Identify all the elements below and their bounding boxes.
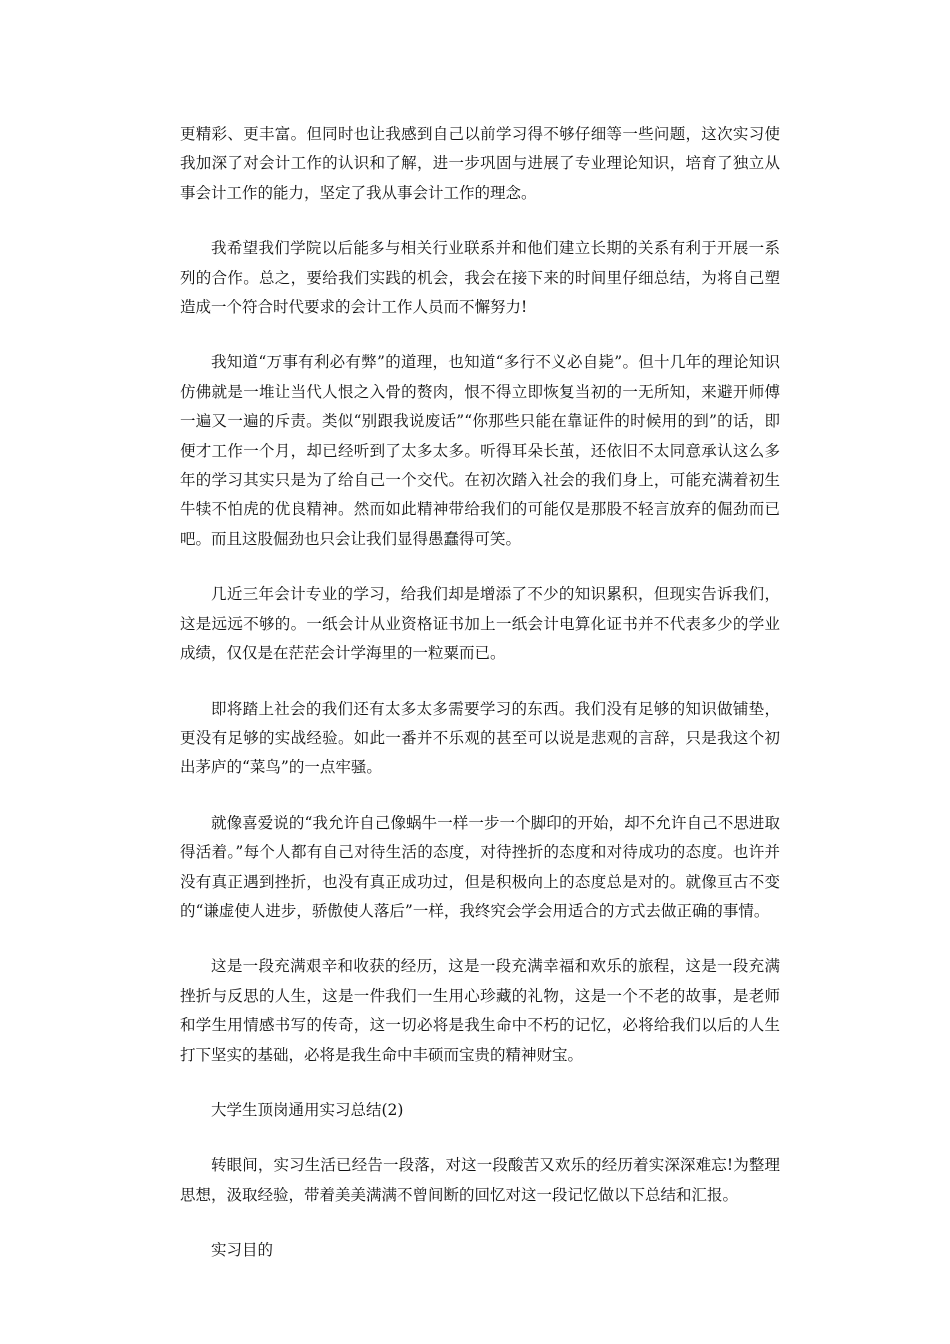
section-heading: 大学生顶岗通用实习总结(2) — [211, 1100, 404, 1119]
paragraph-2: 我希望我们学院以后能多与相关行业联系并和他们建立长期的关系有利于开展一系列的合作。总之，要给我们实践的机会，我会在接下来的时间里仔细总结，为将自己塑造成一个符合时代要求的会计工作人员而不懈努力! — [180, 239, 780, 317]
subheading-purpose: 实习目的 — [211, 1241, 274, 1260]
paragraph-4: 几近三年会计专业的学习，给我们却是增添了不少的知识累积，但现实告诉我们，这是远远不够的。一纸会计从业资格证书加上一纸会计电算化证书并不代表多少的学业成绩，仅仅是在茫茫会计学海里的一粒粟而已。 — [180, 585, 780, 663]
paragraph-3: 我知道“万事有利必有弊”的道理，也知道“多行不义必自毙”。但十几年的理论知识仿佛就是一堆让当代人恨之入骨的赘肉，恨不得立即恢复当初的一无所知，来避开师傅一遍又一遍的斥责。类似“别跟我说废话”“你那些只能在靠证件的时候用的到”的话，即便才工作一个月，却已经听到了太多太多。听得耳朵长茧，还依旧不太同意承认这么多年的学习其实只是为了给自己一个交代。在初次踏入社会的我们身上，可能充满着初生牛犊不怕虎的优良精神。然而如此精神带给我们的可能仅是那股不轻言放弃的倔劲而已吧。而且这股倔劲也只会让我们显得愚蠢得可笑。 — [180, 353, 780, 548]
paragraph-8: 转眼间，实习生活已经告一段落，对这一段酸苦又欢乐的经历着实深深难忘!为整理思想，汲取经验，带着美美满满不曾间断的回忆对这一段记忆做以下总结和汇报。 — [180, 1156, 780, 1204]
paragraph-6: 就像喜爱说的“我允许自己像蜗牛一样一步一个脚印的开始，却不允许自己不思进取得活着。”每个人都有自己对待生活的态度，对待挫折的态度和对待成功的态度。也许并没有真正遇到挫折，也没有真正成功过，但是积极向上的态度总是对的。就像亘古不变的“谦虚使人进步，骄傲使人落后”一样，我终究会学会用适合的方式去做正确的事情。 — [180, 813, 780, 920]
document-body — [180, 120, 780, 1292]
paragraph-1: 更精彩、更丰富。但同时也让我感到自己以前学习得不够仔细等一些问题，这次实习使我加深了对会计工作的认识和了解，进一步巩固与进展了专业理论知识，培育了独立从事会计工作的能力，坚定了我从事会计工作的理念。 — [180, 125, 780, 202]
paragraph-5: 即将踏上社会的我们还有太多太多需要学习的东西。我们没有足够的知识做铺垫，更没有足够的实战经验。如此一番并不乐观的甚至可以说是悲观的言辞，只是我这个初出茅庐的“菜鸟”的一点牢骚。 — [180, 699, 780, 777]
paragraph-7: 这是一段充满艰辛和收获的经历，这是一段充满幸福和欢乐的旅程，这是一段充满挫折与反思的人生，这是一件我们一生用心珍藏的礼物，这是一个不老的故事，是老师和学生用情感书写的传奇，这一切必将是我生命中不朽的记忆，必将给我们以后的人生打下坚实的基础，必将是我生命中丰硕而宝贵的精神财宝。 — [180, 957, 780, 1064]
